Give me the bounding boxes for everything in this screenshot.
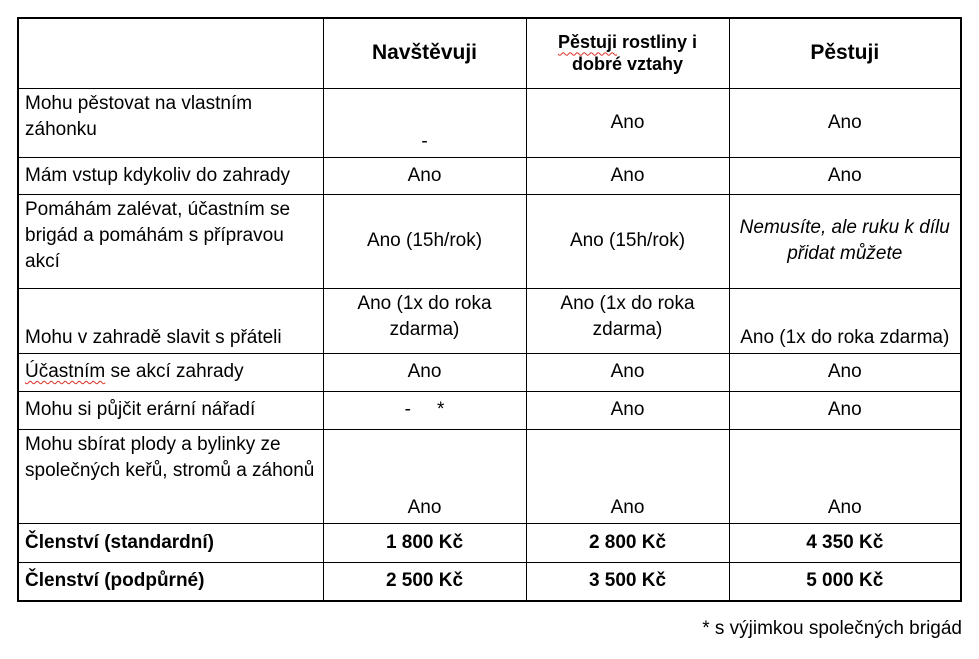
row-label: Mohu v zahradě slavit s přáteli xyxy=(18,288,323,353)
cell-pestuji-rostliny: Ano xyxy=(526,157,729,194)
cell-pestuji: Nemusíte, ale ruku k dílu přidat můžete xyxy=(729,194,961,288)
cell-navstevuji: 1 800 Kč xyxy=(323,523,526,562)
cell-pestuji: Ano xyxy=(729,157,961,194)
cell-pestuji-rostliny: Ano xyxy=(526,429,729,523)
row-label: Mohu si půjčit erární nářadí xyxy=(18,391,323,429)
table-row xyxy=(18,288,961,353)
cell-pestuji-rostliny: Ano (15h/rok) xyxy=(526,194,729,288)
footnote: * s výjimkou společných brigád xyxy=(702,618,962,639)
cell-pestuji: Ano xyxy=(729,88,961,157)
row-label: Mohu pěstovat na vlastním záhonku xyxy=(18,88,323,157)
header-row xyxy=(18,18,961,88)
table-row xyxy=(18,353,961,391)
row-label: Členství (standardní) xyxy=(18,523,323,562)
cell-navstevuji: - xyxy=(323,88,526,157)
table-row xyxy=(18,88,961,157)
cell-pestuji: Ano xyxy=(729,391,961,429)
cell-navstevuji: 2 500 Kč xyxy=(323,562,526,601)
cell-pestuji: 4 350 Kč xyxy=(729,523,961,562)
table-row xyxy=(18,429,961,523)
table-row xyxy=(18,391,961,429)
table-row xyxy=(18,157,961,194)
cell-navstevuji: Ano (1x do roka zdarma) xyxy=(323,288,526,353)
cell-pestuji-rostliny: 3 500 Kč xyxy=(526,562,729,601)
cell-navstevuji: Ano xyxy=(323,157,526,194)
table-row xyxy=(18,562,961,601)
header-corner-cell xyxy=(18,18,323,88)
row-label: Členství (podpůrné) xyxy=(18,562,323,601)
table-row xyxy=(18,523,961,562)
cell-navstevuji: Ano xyxy=(323,353,526,391)
header-line2: dobré vztahy xyxy=(571,54,684,75)
cell-pestuji-rostliny: Ano (1x do roka zdarma) xyxy=(526,288,729,353)
cell-navstevuji: Ano (15h/rok) xyxy=(323,194,526,288)
cell-navstevuji xyxy=(323,391,526,429)
cell-pestuji-rostliny: Ano xyxy=(526,88,729,157)
cell-pestuji-rostliny: Ano xyxy=(526,391,729,429)
cell-pestuji: Ano xyxy=(729,429,961,523)
header-pestuji: Pěstuji xyxy=(729,18,961,88)
cell-pestuji-rostliny: 2 800 Kč xyxy=(526,523,729,562)
row-label: Mám vstup kdykoliv do zahrady xyxy=(18,157,323,194)
cell-pestuji: Ano xyxy=(729,353,961,391)
dash-mark: - xyxy=(404,399,411,420)
asterisk-mark: * xyxy=(436,399,445,420)
spellcheck-word: Pěstuji xyxy=(557,32,617,53)
row-label: Mohu sbírat plody a bylinky ze společných keřů, stromů a záhonů xyxy=(18,429,323,523)
row-label-rest: se akcí zahrady xyxy=(105,361,244,382)
header-pestuji-rostliny xyxy=(526,18,729,88)
spellcheck-word: Účastním xyxy=(25,361,106,382)
table-row xyxy=(18,194,961,288)
membership-table xyxy=(17,17,962,602)
header-navstevuji: Navštěvuji xyxy=(323,18,526,88)
cell-navstevuji: Ano xyxy=(323,429,526,523)
header-line1-rest: rostliny i xyxy=(617,32,698,53)
cell-pestuji: 5 000 Kč xyxy=(729,562,961,601)
row-label xyxy=(18,353,323,391)
row-label: Pomáhám zalévat, účastním se brigád a pomáhám s přípravou akcí xyxy=(18,194,323,288)
cell-pestuji-rostliny: Ano xyxy=(526,353,729,391)
cell-pestuji: Ano (1x do roka zdarma) xyxy=(729,288,961,353)
